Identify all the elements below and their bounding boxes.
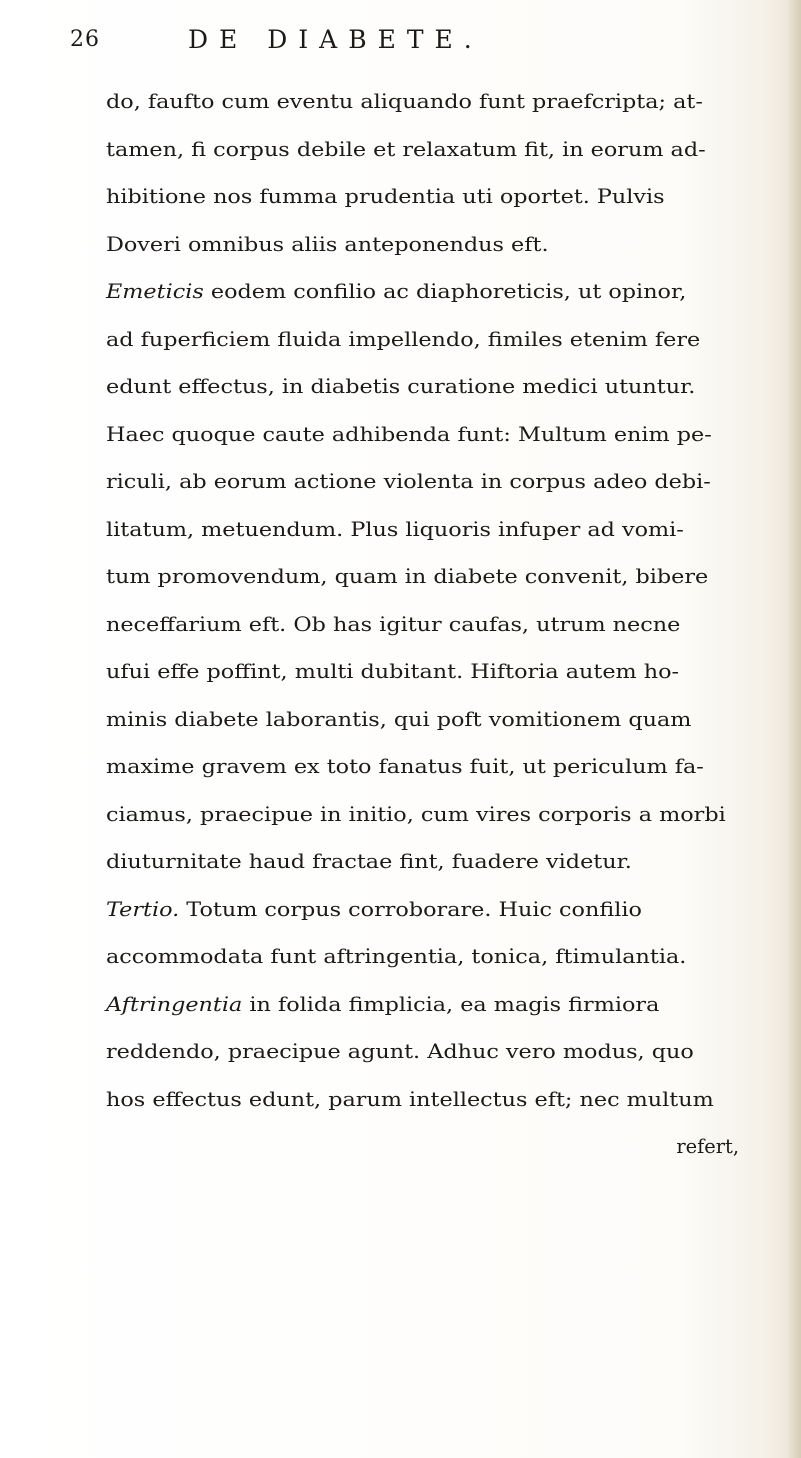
text-run: eodem confilio ac diaphoreticis, ut opinor, <box>203 280 687 303</box>
text-line <box>106 1076 714 1124</box>
text-line <box>106 363 696 411</box>
text-line <box>106 126 706 174</box>
page-edge-shadow <box>787 0 801 1458</box>
text-run: ciamus, praecipue in initio, cum vires corporis a morbi <box>106 802 726 826</box>
text-run: hos effectus edunt, parum intellectus eft; nec multum <box>106 1087 714 1111</box>
text-line-content <box>106 221 549 269</box>
text-run: tum promovendum, quam in diabete convenit, bibere <box>106 565 709 588</box>
text-line-content <box>106 268 686 316</box>
text-line-content <box>106 506 684 554</box>
text-run: in folida fimplicia, ea magis firmiora <box>242 992 660 1016</box>
text-line-content <box>106 933 686 981</box>
text-line-content <box>106 363 695 411</box>
text-line <box>106 78 703 126</box>
text-line <box>106 221 549 269</box>
catchword: refert, <box>676 1135 739 1158</box>
italic-run: Emeticis <box>106 280 204 303</box>
page-header <box>0 20 801 60</box>
text-run: Doveri omnibus aliis anteponendus eft. <box>106 232 549 256</box>
text-run: do, faufto cum eventu aliquando funt praefcripta; at- <box>106 90 703 113</box>
text-line <box>106 791 726 839</box>
text-run: litatum, metuendum. Plus liquoris infuper ad vomi- <box>106 517 684 541</box>
text-line <box>106 838 632 886</box>
text-line <box>106 316 701 364</box>
text-line <box>106 268 687 316</box>
text-run: reddendo, praecipue agunt. Adhuc vero modus, quo <box>106 1040 694 1063</box>
text-line <box>106 458 711 506</box>
text-run: neceffarium eft. Ob has igitur caufas, utrum necne <box>106 612 681 636</box>
text-line-content <box>106 981 659 1029</box>
text-line <box>106 1028 694 1076</box>
text-line-content <box>106 173 665 221</box>
text-run: tamen, fi corpus debile et relaxatum fit, in eorum ad- <box>106 137 706 161</box>
text-run: edunt effectus, in diabetis curatione medici utuntur. <box>106 375 696 398</box>
text-line <box>106 743 704 791</box>
text-line <box>106 411 712 459</box>
text-line-content <box>106 553 708 601</box>
text-line-content <box>106 791 726 839</box>
text-run: Totum corpus corroborare. Huic confilio <box>179 897 642 921</box>
text-line-content <box>106 648 679 696</box>
text-line-content <box>106 126 706 174</box>
running-title: DE DIABETE. <box>188 25 483 54</box>
text-line-content <box>106 696 691 744</box>
text-run: minis diabete laborantis, qui poft vomitionem quam <box>106 707 692 731</box>
text-line-content <box>106 78 703 126</box>
text-line <box>106 506 684 554</box>
text-run: hibitione nos fumma prudentia uti oportet. Pulvis <box>106 185 665 208</box>
text-run: diuturnitate haud fractae fint, fuadere videtur. <box>106 850 632 873</box>
text-line <box>106 696 692 744</box>
text-run: maxime gravem ex toto fanatus fuit, ut periculum fa- <box>106 755 704 778</box>
text-line <box>106 173 665 221</box>
text-line <box>106 553 709 601</box>
text-line <box>106 601 681 649</box>
text-line-content <box>106 886 642 934</box>
text-line-content <box>106 1028 694 1076</box>
italic-run: Aftringentia <box>106 992 243 1016</box>
page-number: 26 <box>70 27 100 52</box>
text-run: riculi, ab eorum actione violenta in corpus adeo debi- <box>106 470 711 493</box>
text-run: Haec quoque caute adhibenda funt: Multum enim pe- <box>106 422 712 446</box>
text-line-content <box>106 1076 714 1124</box>
text-line-content <box>106 838 632 886</box>
text-line-content <box>106 316 700 364</box>
italic-run: Tertio. <box>106 897 180 921</box>
text-line <box>106 648 680 696</box>
text-line-content <box>106 458 711 506</box>
text-run: ufui effe poffint, multi dubitant. Hiftoria autem ho- <box>106 660 680 683</box>
text-line-content <box>106 743 704 791</box>
text-run: accommodata funt aftringentia, tonica, ftimulantia. <box>106 945 687 968</box>
text-line-content <box>106 411 712 459</box>
text-line <box>106 933 687 981</box>
text-run: ad fuperficiem fluida impellendo, fimiles etenim fere <box>106 327 701 351</box>
text-line-content <box>106 601 680 649</box>
text-line <box>106 981 660 1029</box>
text-line <box>106 886 642 934</box>
